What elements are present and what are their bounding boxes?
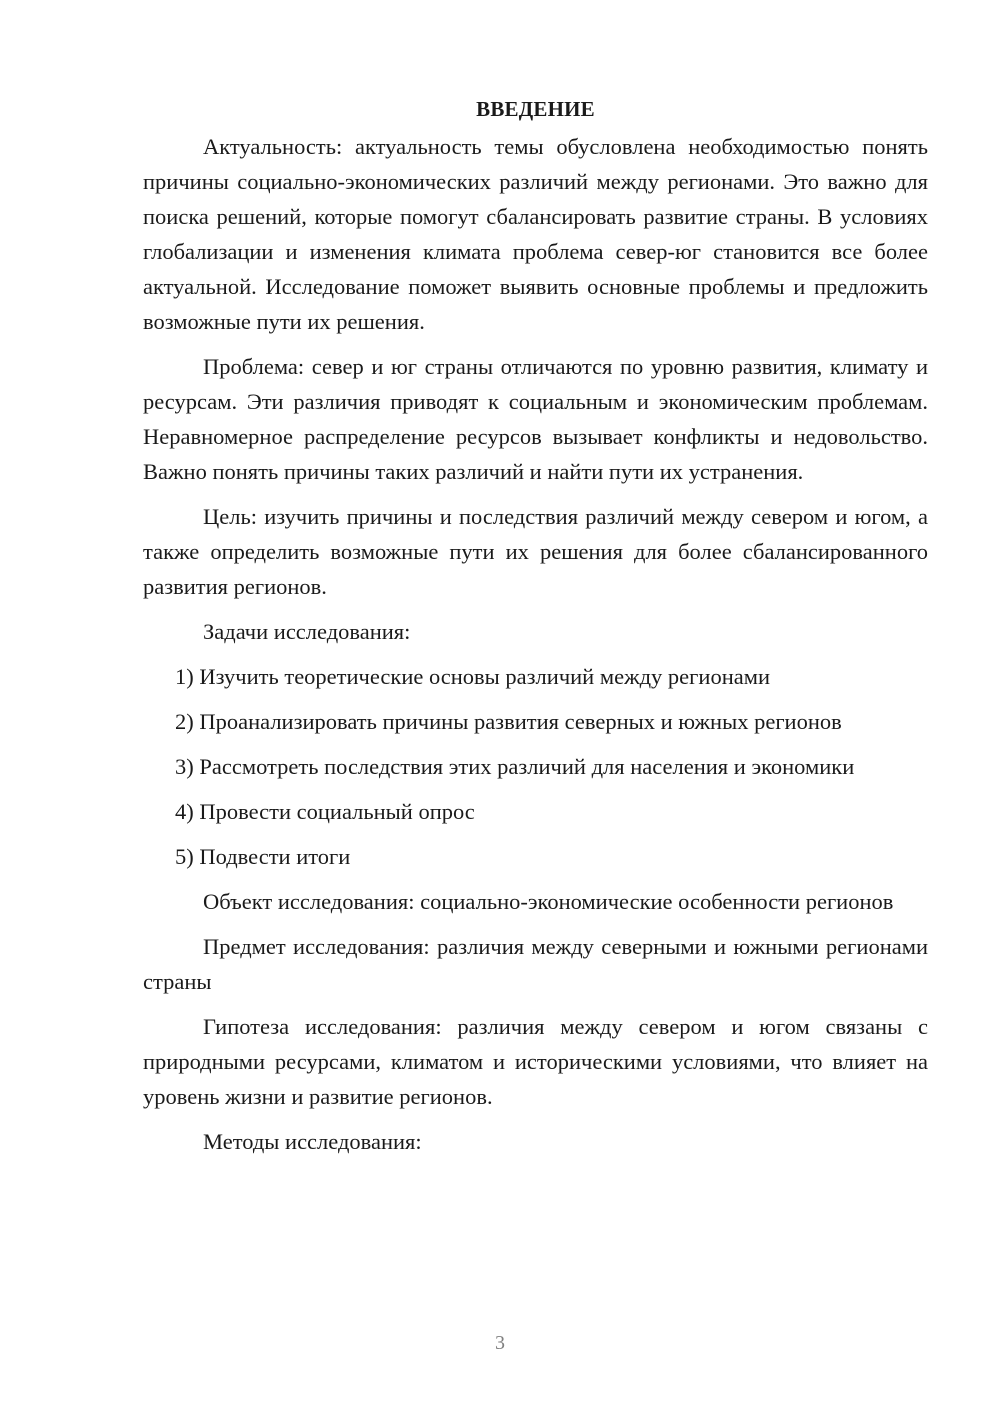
task-item-5: 5) Подвести итоги [175, 844, 351, 869]
task-item-2: 2) Проанализировать причины развития северных и южных регионов [175, 709, 842, 734]
task-item-4: 4) Провести социальный опрос [175, 799, 475, 824]
object-paragraph: Объект исследования: социально-экономические особенности регионов [203, 889, 894, 914]
hypothesis-paragraph: Гипотеза исследования: различия между севером и югом связаны с природными ресурсами, климатом и историческими условиями, что влияет на уровень жизни и развитие регионов. [143, 1014, 928, 1109]
task-item-3: 3) Рассмотреть последствия этих различий для населения и экономики [175, 754, 855, 779]
tasks-heading: Задачи исследования: [203, 619, 411, 644]
task-item-1: 1) Изучить теоретические основы различий между регионами [175, 664, 770, 689]
section-title: ВВЕДЕНИЕ [476, 97, 595, 121]
relevance-paragraph: Актуальность: актуальность темы обусловлена необходимостью понять причины социально-экономических различий между регионами. Это важно для поиска решений, которые помогут сбалансировать развитие страны. В условиях глобализации и изменения климата проблема север-юг становится все более актуальной. Исследование поможет выявить основные проблемы и предложить возможные пути их решения. [143, 134, 928, 334]
methods-heading: Методы исследования: [203, 1129, 422, 1154]
task-list [143, 659, 928, 874]
page-number: 3 [495, 1332, 505, 1354]
document-page [143, 92, 928, 1169]
problem-paragraph: Проблема: север и юг страны отличаются по уровню развития, климату и ресурсам. Эти различия приводят к социальным и экономическим проблемам. Неравномерное распределение ресурсов вызывает конфликты и недовольство. Важно понять причины таких различий и найти пути их устранения. [143, 354, 928, 484]
goal-paragraph: Цель: изучить причины и последствия различий между севером и югом, а также определить возможные пути их решения для более сбалансированного развития регионов. [143, 504, 928, 599]
subject-paragraph: Предмет исследования: различия между северными и южными регионами страны [143, 934, 928, 994]
